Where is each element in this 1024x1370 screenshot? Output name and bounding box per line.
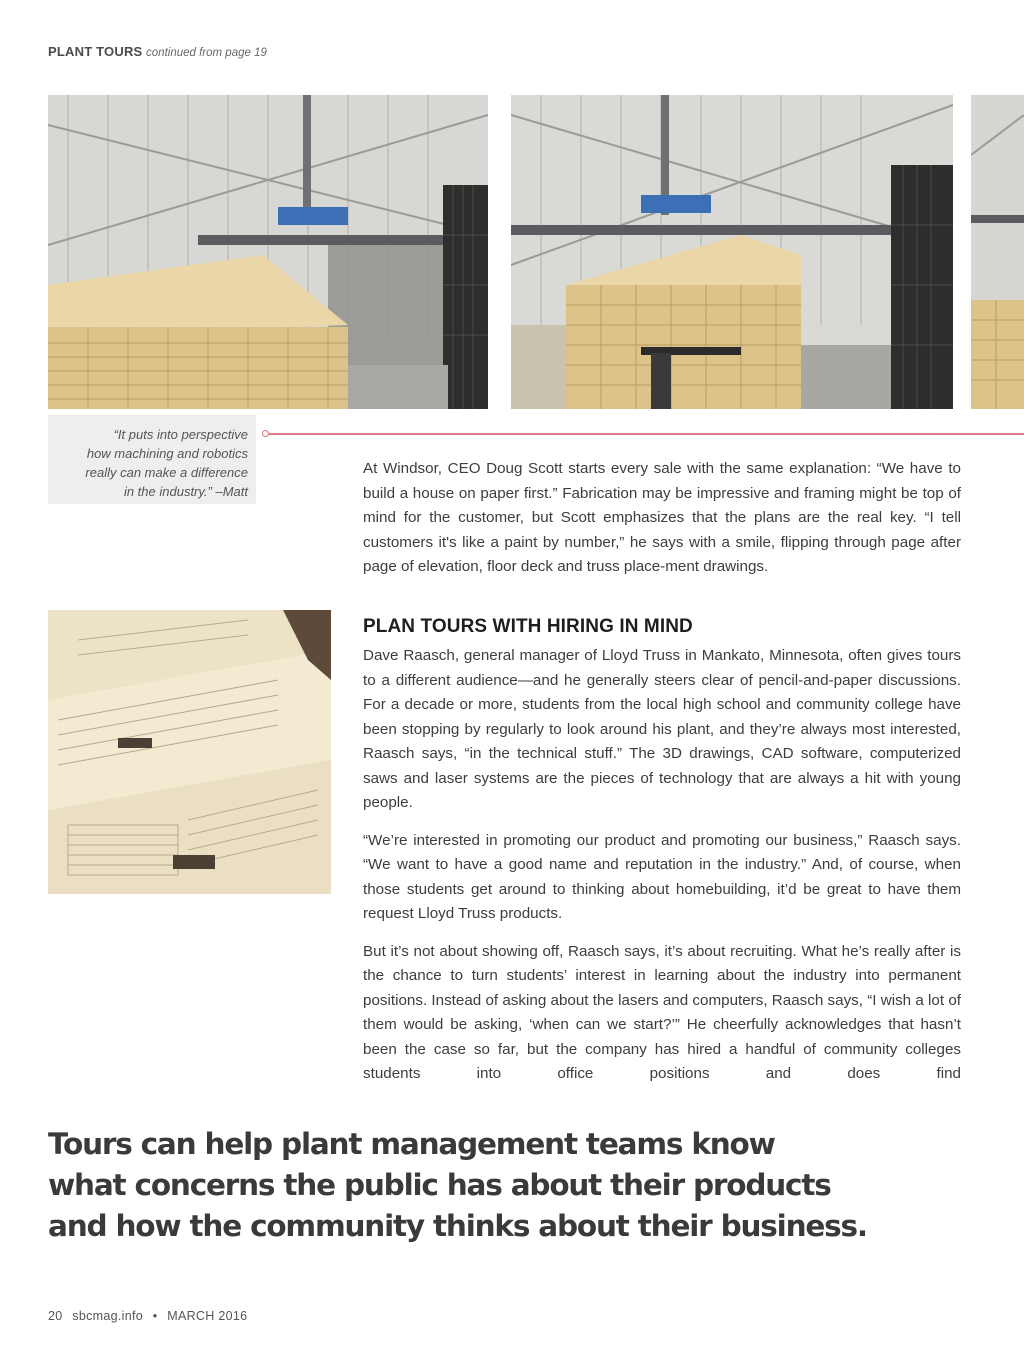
issue-date: MARCH 2016 (167, 1309, 248, 1323)
intro-paragraph: At Windsor, CEO Doug Scott starts every sale with the same explanation: “We have to build a house on paper first.” Fabrication may be impressive and framing might be top of mind for the customer, but Scott emphasizes that the plans are the real key. “I tell customers it's like a paint by number,” he says with a smile, flipping through page after page of elevation, floor deck and truss place-ment drawings. (363, 460, 961, 575)
article-body (363, 644, 961, 1087)
pull-quote-line: and how the community thinks about their business. (48, 1209, 867, 1243)
footer-bullet: • (152, 1309, 158, 1323)
caption-line: “It puts into perspective (113, 427, 248, 442)
photo-caption (52, 425, 248, 501)
body-paragraph: “We’re interested in promoting our product and promoting our business,” Raasch says. “We want to have a good name and reputation in the industry.” And, of course, when those students get around to thinking about homebuilding, it’d be great to have them request Lloyd Truss products. (363, 831, 961, 922)
page-number: 20 (48, 1309, 63, 1323)
callout-line (268, 433, 1024, 435)
photo-lumber-robot-2 (511, 95, 953, 409)
section-label: PLANT TOURS (48, 44, 143, 59)
site-link[interactable]: sbcmag.info (72, 1309, 143, 1323)
caption-line: in the industry.” –Matt (123, 484, 248, 499)
body-paragraph: But it’s not about showing off, Raasch says, it’s about recruiting. What he’s really after is the chance to turn students’ interest in learning about the industry into permanent positions. Instead of asking about the lasers and computers, Raasch says, “I wish a lot of them would be asking, ‘when can we start?’” He cheerfully acknowledges that hasn’t been the case so far, but the company has hired a handful of community colleges students into office positions and does find (363, 942, 961, 1082)
photo-lumber-robot-1 (48, 95, 488, 409)
article-intro (363, 457, 961, 580)
continued-note: continued from page 19 (146, 47, 267, 59)
running-head (48, 44, 267, 59)
caption-line: really can make a difference (85, 465, 248, 480)
photo-caption-box (48, 415, 256, 504)
body-paragraph: Dave Raasch, general manager of Lloyd Truss in Mankato, Minnesota, often gives tours to a different audience—and he generally steers clear of pencil-and-paper discussions. For a decade or more, students from the local high school and community college have been stopping by regularly to look around his plant, and they’re always most interested, Raasch says, “in the technical stuff.” The 3D drawings, CAD software, computerized saws and laser systems are the pieces of technology that are always a hit with young people. (363, 647, 961, 811)
page-footer (48, 1309, 253, 1323)
section-heading: PLAN TOURS WITH HIRING IN MIND (363, 616, 693, 637)
photo-truss-plans (48, 610, 331, 894)
pull-quote (48, 1124, 867, 1247)
pull-quote-line: Tours can help plant management teams know (48, 1127, 775, 1161)
pull-quote-line: what concerns the public has about their products (48, 1168, 831, 1202)
photo-lumber-robot-3 (971, 95, 1024, 409)
caption-line: how machining and robotics (86, 446, 248, 461)
